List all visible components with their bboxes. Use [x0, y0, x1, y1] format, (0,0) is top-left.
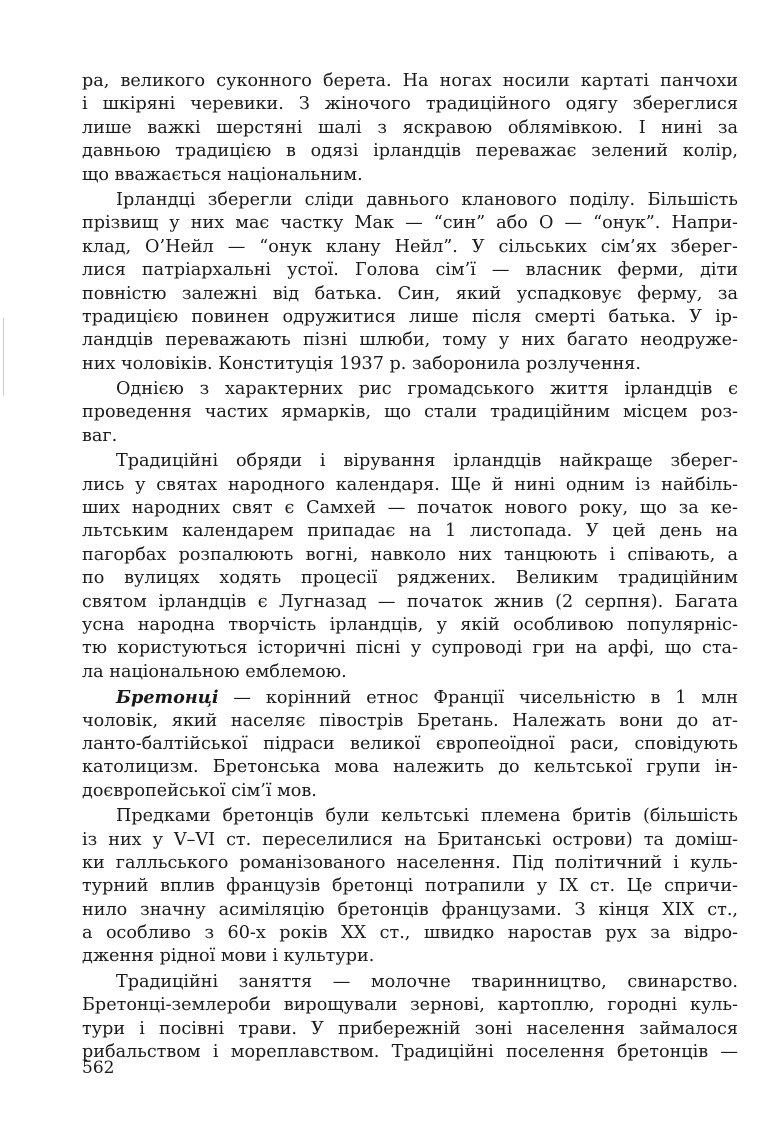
text-line: ланто-балтійської підраси великої європеоїдної раси, сповідують — [82, 733, 738, 754]
text-line: тю користуються історичні пісні у супроводі гри на арфі, що ста- — [82, 638, 738, 659]
text-line: ваг. — [82, 425, 118, 446]
text-line: ки галльського романізованого населення. Під політичний і куль- — [82, 852, 738, 873]
text-line: усна народна творчість ірландців, у якій особливою популярніс- — [82, 614, 738, 635]
text-line: лише важкі шерстяні шалі з яскравою облямівкою. І нині за — [82, 117, 738, 138]
text-line: рибальством і мореплавством. Традиційні поселення бретонців — — [82, 1042, 738, 1063]
text-line: Предками бретонців були кельтські племена бритів (більшість — [116, 806, 738, 827]
text-line: Однією з характерних рис громадського життя ірландців є — [116, 379, 738, 400]
text-line: із них у V–VI ст. переселилися на Британські острови) та доміш- — [82, 829, 738, 850]
text-line: а особливо з 60-х років XX ст., швидко наростав рух за відро- — [82, 923, 738, 944]
text-line: традицією повинен одружитися лише після смерті батька. У ір- — [82, 306, 738, 327]
paragraph — [82, 450, 738, 684]
paragraph — [82, 378, 738, 448]
text-line: католицизм. Бретонська мова належить до кельтської групи ін- — [82, 757, 738, 778]
paragraph — [82, 686, 738, 803]
text-line: пагорбах розпалюють вогні, навколо них танцюють і співають, а — [82, 544, 738, 565]
margin-marks — [3, 318, 7, 396]
text-line: Традиційні заняття — молочне тваринництво, свинарство. — [116, 971, 738, 992]
text-line: і шкіряні черевики. З жіночого традиційного одягу збереглися — [82, 94, 738, 115]
paragraph — [82, 805, 738, 969]
text-line: повністю залежні від батька. Син, який успадковує ферму, за — [82, 283, 738, 304]
text-line: льтським календарем припадає на 1 листопада. У цей день на — [82, 521, 738, 542]
term-bretons: Бретонці — [116, 687, 219, 709]
text-line: по вулицях ходять процесії ряджених. Великим традиційним — [82, 568, 738, 589]
text-line: давньою традицією в одязі ірландців переважає зелений колір, — [82, 141, 738, 162]
text-line: що вважається національним. — [82, 164, 363, 185]
text-line: клад, О’Нейл — “онук клану Нейл”. У сільських сім’ях зберег- — [82, 236, 738, 257]
text-line — [82, 686, 738, 709]
text-line: Ірландці зберегли сліди давнього кланового поділу. Більшість — [116, 189, 738, 210]
text-line: ландців переважають пізні шлюби, тому у них багато неодруже- — [82, 330, 738, 351]
text-line: дження рідної мови і культури. — [82, 946, 375, 967]
text-line: ла національною емблемою. — [82, 661, 347, 682]
text-line: чоловік, який населяє півострів Бретань. Належать вони до ат- — [82, 710, 738, 731]
text-line: тури і посівні трави. У прибережній зоні населення займалося — [82, 1018, 738, 1039]
text-span: — корінний етнос Франції чисельністю в 1 млн — [218, 688, 738, 709]
text-line: доєвропейської сім’ї мов. — [82, 780, 317, 801]
text-line: лися патріархальні устої. Голова сім’ї — власник ферми, діти — [82, 260, 738, 281]
text-line: Бретонці-землероби вирощували зернові, картоплю, городні куль- — [82, 995, 738, 1016]
document-page — [82, 70, 738, 1064]
paragraph — [82, 70, 738, 187]
text-line: Традиційні обряди і вірування ірландців найкраще зберег- — [116, 451, 738, 472]
text-line: лись у святах народного календаря. Ще й нині одним із найбіль- — [82, 474, 738, 495]
text-line: ра, великого суконного берета. На ногах носили картаті панчохи — [82, 71, 738, 91]
text-line: них чоловіків. Конституція 1937 р. заборонила розлучення. — [82, 353, 641, 374]
paragraph — [82, 971, 738, 1065]
text-line: ших народних свят є Самхей — початок нового року, що за ке- — [82, 498, 738, 519]
page-number: 562 — [82, 1058, 115, 1078]
text-line: прізвищ у них має частку Мак — “син” або О — “онук”. Напри- — [82, 213, 738, 234]
text-line: святом ірландців є Лугназад — початок жнив (2 серпня). Багата — [82, 591, 738, 612]
text-line: проведення частих ярмарків, що стали традиційним місцем роз- — [82, 402, 738, 423]
text-line: нило значну асиміляцію бретонців французами. З кінця XIX ст., — [82, 899, 738, 920]
text-line: турний вплив французів бретонці потрапили у IX ст. Це спричи- — [82, 876, 738, 897]
paragraph — [82, 189, 738, 376]
